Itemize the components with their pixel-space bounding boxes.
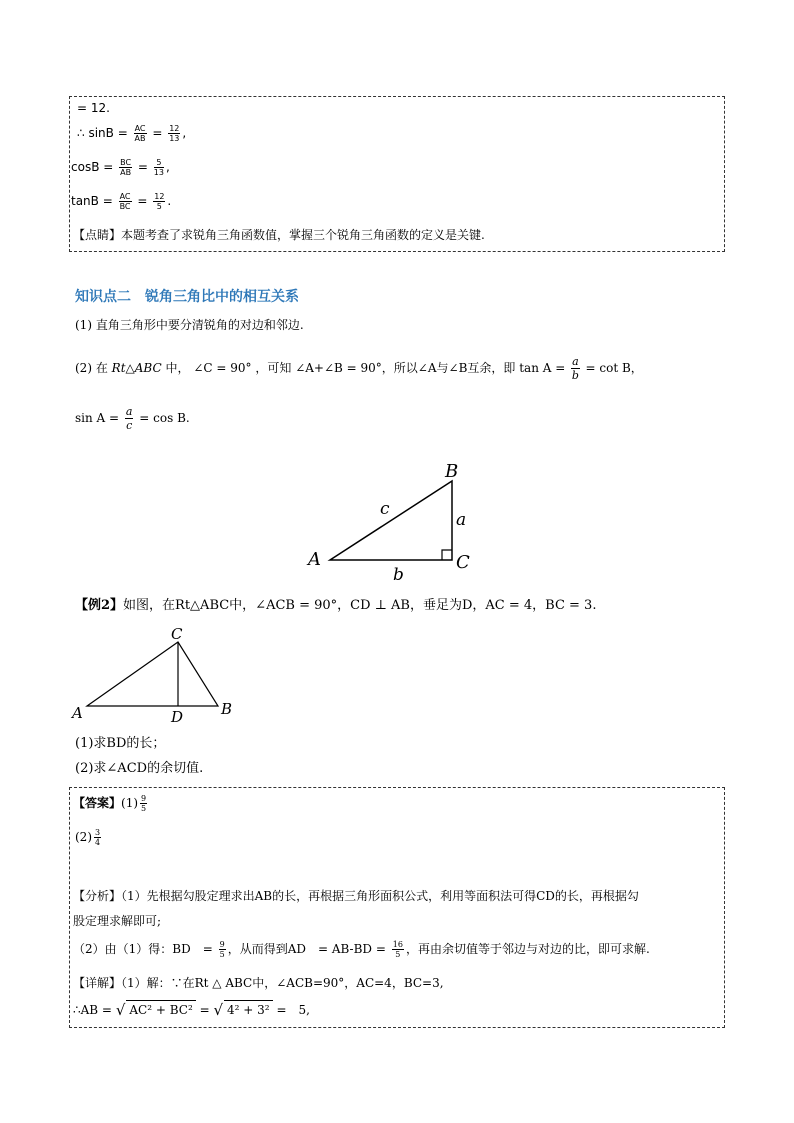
text: (1)	[121, 796, 139, 810]
text: =	[199, 1003, 210, 1017]
text: = 12.	[77, 101, 110, 115]
fraction	[168, 124, 180, 143]
text: ,	[165, 160, 170, 174]
fraction	[134, 124, 147, 143]
math: = cot B	[585, 361, 631, 375]
denominator: AB	[120, 168, 132, 177]
vertex-label-c: C	[171, 625, 183, 643]
analysis-line-1: 【分析】（1）先根据勾股定理求出AB的长，再根据三角形面积公式，利用等面积法可得CD的长，再根据勾	[73, 889, 639, 903]
numerator: 5	[154, 158, 164, 168]
denominator: 5	[395, 950, 401, 959]
analysis-line-3	[73, 940, 650, 959]
text: ，可知	[255, 361, 292, 375]
text: = 5,	[276, 1003, 310, 1017]
text: =	[137, 194, 148, 208]
side-label-b: b	[393, 565, 404, 585]
text: .	[167, 194, 172, 208]
denominator: b	[571, 369, 579, 382]
numerator: 3	[95, 828, 101, 837]
section-p2	[75, 355, 643, 382]
side-label-c: c	[380, 499, 390, 519]
text: （2）由（1）得：BD =	[73, 942, 213, 956]
radicand: AC² + BC²	[126, 1000, 195, 1019]
answer-line-2	[75, 828, 103, 847]
text: ∴ sinB =	[77, 126, 128, 140]
numerator: AC	[119, 192, 131, 201]
example-2	[75, 597, 596, 615]
denominator: 13	[169, 134, 180, 143]
denominator: AB	[134, 134, 146, 143]
numerator: 16	[392, 940, 403, 949]
text: =	[152, 126, 163, 140]
denominator: 5	[156, 202, 162, 211]
math: sin A =	[75, 411, 120, 425]
denominator: BC	[119, 202, 131, 211]
fraction	[571, 355, 580, 382]
math: tan A =	[519, 361, 566, 375]
text: cosB =	[71, 160, 114, 174]
right-triangle-diagram	[300, 455, 500, 585]
text: (2)	[75, 830, 92, 844]
fraction	[219, 940, 226, 959]
math: ∠A+∠B = 90°	[295, 361, 382, 375]
numerator: 9	[141, 794, 147, 803]
foot-label-d: D	[171, 708, 184, 724]
box1-line-tanb	[71, 192, 171, 211]
vertex-label-a: A	[308, 549, 321, 570]
side-label-a: a	[456, 510, 467, 530]
vertex-label-a: A	[72, 704, 83, 722]
denominator: 5	[141, 804, 147, 813]
ab-calculation-line	[73, 1000, 310, 1019]
text: ，从而得到AD = AB-BD =	[227, 942, 386, 956]
text: ，再由余切值等于邻边与对边的比，即可求解.	[405, 942, 650, 956]
fraction	[154, 158, 164, 177]
section-p3	[75, 405, 190, 432]
section-p1: (1) 直角三角形中要分清锐角的对边和邻边.	[75, 318, 304, 332]
text: (2) 在	[75, 361, 108, 375]
numerator: AC	[134, 124, 146, 133]
denominator: 13	[153, 168, 164, 177]
example-text: 如图，在Rt△ABC中，∠ACB = 90°，CD ⊥ AB，垂足为D，AC = 4，BC = 3.	[123, 598, 597, 613]
vertex-label-c: C	[456, 552, 470, 573]
text: ∴AB =	[73, 1003, 112, 1017]
text: ,	[182, 126, 187, 140]
vertex-label-b: B	[445, 461, 459, 482]
right-angle-mark	[442, 550, 452, 560]
numerator: 12	[154, 192, 165, 201]
sqrt-sign: √	[115, 1001, 126, 1019]
analysis-line-2: 股定理求解即可;	[73, 914, 162, 928]
fraction	[119, 192, 132, 211]
text: ，所以∠A与∠B互余，即	[381, 361, 516, 375]
sqrt-sign: √	[213, 1001, 224, 1019]
text: 中，	[165, 361, 190, 375]
text: =	[137, 160, 148, 174]
numerator: a	[572, 355, 579, 368]
fraction	[119, 158, 132, 177]
example-tag: 【例2】	[75, 598, 124, 613]
fraction	[392, 940, 404, 959]
denominator: c	[126, 419, 133, 432]
numerator: a	[125, 405, 133, 418]
math: = cos B.	[139, 411, 190, 425]
numerator: 12	[169, 124, 180, 133]
triangle-shape	[330, 481, 452, 560]
text: ，	[630, 361, 643, 375]
denominator: 4	[95, 838, 101, 847]
section-heading: 知识点二 锐角三角比中的相互关系	[75, 289, 299, 305]
denominator: 5	[219, 950, 225, 959]
numerator: 9	[219, 940, 225, 949]
fraction	[125, 405, 134, 432]
box1-comment: 【点睛】本题考查了求锐角三角函数值，掌握三个锐角三角函数的定义是关键.	[73, 228, 485, 242]
triangle-shape	[87, 642, 218, 706]
answer-line-1	[73, 794, 149, 813]
math: ∠C = 90°	[193, 361, 252, 375]
text: tanB =	[71, 194, 113, 208]
radicand: 4² + 3²	[224, 1000, 273, 1019]
question-1: (1)求BD的长；	[75, 736, 166, 751]
fraction	[153, 192, 165, 211]
altitude-triangle-diagram	[70, 622, 245, 724]
numerator: BC	[120, 158, 132, 167]
box1-line-1	[77, 99, 110, 117]
math: Rt△ABC	[111, 361, 162, 375]
box1-line-sinb	[77, 124, 186, 143]
box1-line-cosb	[71, 158, 170, 177]
detail-line: 【详解】（1）解：∵在Rt △ ABC中，∠ACB=90°，AC=4，BC=3,	[73, 976, 444, 990]
fraction	[94, 828, 101, 847]
fraction	[140, 794, 147, 813]
vertex-label-b: B	[221, 700, 233, 718]
question-2: (2)求∠ACD的余切值.	[75, 761, 204, 776]
answer-tag: 【答案】	[73, 796, 122, 810]
